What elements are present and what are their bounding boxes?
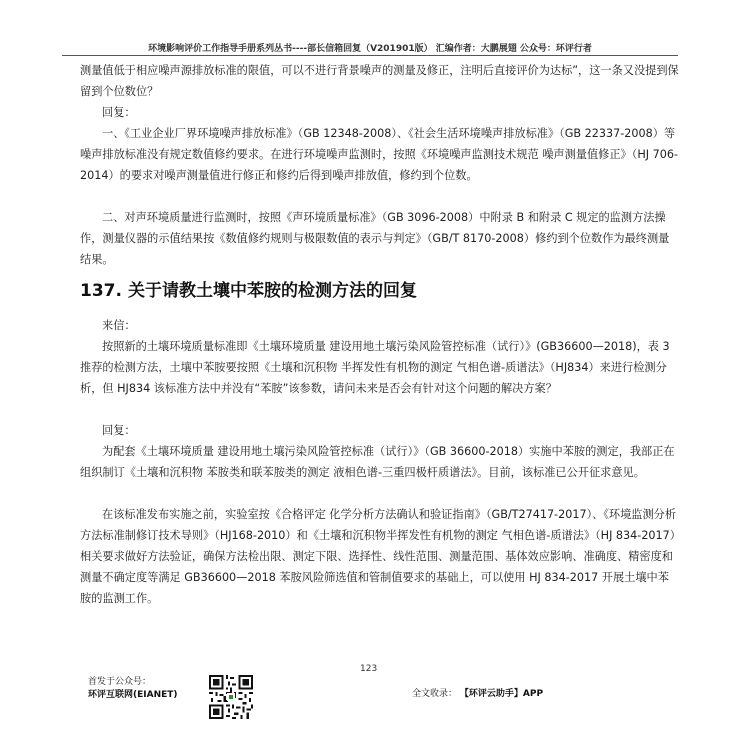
reply-label [80, 102, 680, 123]
full-text-label: 全文收录： [412, 689, 458, 699]
section-number: 137. [80, 281, 122, 301]
paragraph-reply-3-text: 为配套《土壤环境质量 建设用地土壤污染风险管控标准（试行）》（GB 36600-2018）实施中苯胺的测定，我部正在组织制订《土壤和沉积物 苯胺类和联苯胺类的测定 液相色谱-三重四极杆质谱法》。目前，该标准已公开征求意见。 [80, 445, 675, 479]
reply-label-2-text: 回复： [102, 424, 136, 437]
first-published-label: 首发于公众号： [88, 677, 152, 687]
letter-label-text: 来信： [102, 319, 136, 332]
brand-name: 环评互联网(EIANET) [88, 690, 178, 700]
running-header: 环境影响评价工作指导手册系列丛书----部长信箱回复（V201901版） 汇编作者：大鹏展翅 公众号：环评行者 [148, 44, 592, 54]
paragraph-reply-1-text: 一、《工业企业厂界环境噪声排放标准》（GB 12348-2008）、《社会生活环境噪声排放标准》（GB 22337-2008）等噪声排放标准没有规定数值修约要求。在进行环境噪声监测时，按照《环境噪声监测技术规范 噪声测量值修正》（HJ 706-2014）的要求对噪声测量值进行修正和修约后得到噪声排放值，修约到个位数。 [80, 127, 678, 182]
paragraph-letter-text: 按照新的土壤环境质量标准即《土壤环境质量 建设用地土壤污染风险管控标准（试行）》(GB36600—2018)，表 3 推荐的检测方法，土壤中苯胺要按照《土壤和沉积物 半挥发性有机物的测定 气相色谱-质谱法》（HJ834）来进行检测分析，但 HJ834 该标准方法中并没有“苯胺”该参数，请问未来是否会有针对这个问题的解决方案？ [80, 340, 670, 395]
paragraph-reply-3 [80, 441, 680, 483]
footer-collection [412, 686, 543, 699]
paragraph-reply-2 [80, 207, 680, 270]
reply-label-text: 回复： [102, 106, 136, 119]
section-heading [80, 276, 417, 301]
paragraph-reply-4 [80, 504, 680, 609]
reply-label-2 [80, 420, 680, 441]
header-divider [62, 55, 678, 56]
paragraph-reply-4-text: 在该标准发布实施之前，实验室按《合格评定 化学分析方法确认和验证指南》（GB/T27417-2017）、《环境监测分析方法标准制修订技术导则》（HJ168-2010）和《土壤和沉积物半挥发性有机物的测定 气相色谱-质谱法》（HJ 834-2017）相关要求做好方法验证，确保方法检出限、测定下限、选择性、线性范围、测量范围、基体效应影响、准确度、精密度和测量不确定度等满足 GB36600—2018 苯胺风险筛选值和管制值要求的基础上，可以使用 HJ 834-2017 开展土壤中苯胺的监测工作。 [80, 508, 677, 605]
section-title: 关于请教土壤中苯胺的检测方法的回复 [127, 281, 417, 301]
paragraph-reply-2-text: 二、对声环境质量进行监测时，按照《声环境质量标准》（GB 3096-2008）中附录 B 和附录 C 规定的监测方法操作，测量仪器的示值结果按《数值修约规则与极限数值的表示与判定》（GB/T 8170-2008）修约到个位数作为最终测量结果。 [80, 211, 670, 266]
page-number: 123 [360, 664, 378, 674]
qr-code-icon[interactable] [209, 675, 253, 719]
paragraph-letter [80, 336, 680, 399]
paragraph-reply-1 [80, 123, 680, 186]
letter-label [80, 315, 680, 336]
paragraph-question-tail: 测量值低于相应噪声源排放标准的限值，可以不进行背景噪声的测量及修正，注明后直接评价为达标”，这一条又没提到保留到个位数位？ [80, 64, 679, 98]
footer-publisher [88, 676, 178, 702]
app-name: 【环评云助手】APP [459, 689, 544, 699]
